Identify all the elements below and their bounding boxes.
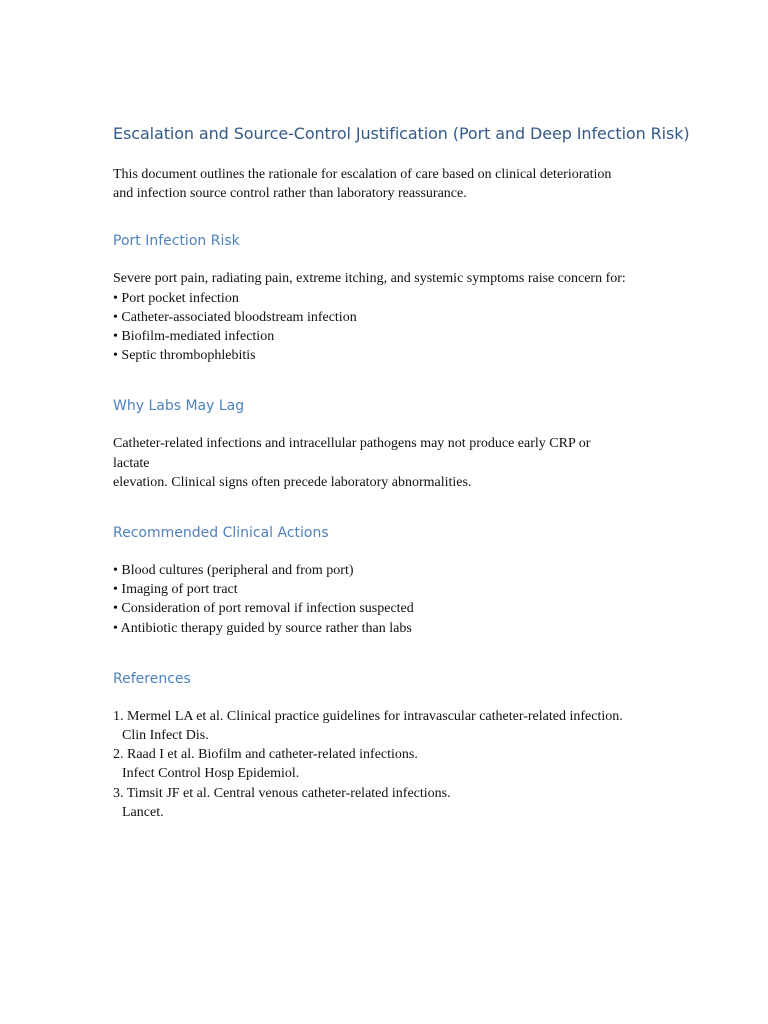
paragraph-line: elevation. Clinical signs often precede laboratory abnormalities. (113, 474, 472, 490)
reference-item (113, 745, 673, 783)
reference-item (113, 707, 673, 745)
paragraph-line: lactate (113, 455, 150, 471)
references-list (113, 707, 673, 822)
actions-list (113, 561, 673, 638)
bullet-item: • Imaging of port tract (113, 582, 238, 598)
bullet-item: • Catheter-associated bloodstream infection (113, 309, 357, 325)
section-references (113, 671, 673, 822)
section-recommended-clinical-actions (113, 525, 673, 638)
bullet-item: • Consideration of port removal if infection suspected (113, 601, 414, 617)
document-body (113, 124, 690, 855)
reference-citation: 3. Timsit JF et al. Central venous catheter-related infections. (113, 785, 451, 801)
reference-item (113, 784, 673, 822)
labs-lag-paragraph (113, 434, 673, 492)
paragraph-line: Severe port pain, radiating pain, extreme itching, and systemic symptoms raise concern for: (113, 271, 626, 287)
bullet-item: • Septic thrombophlebitis (113, 348, 256, 364)
section-port-infection-risk (113, 233, 673, 365)
paragraph-line: Catheter-related infections and intracellular pathogens may not produce early CRP or (113, 436, 591, 452)
reference-citation: 2. Raad I et al. Biofilm and catheter-related infections. (113, 747, 418, 763)
document-title: Escalation and Source-Control Justification (Port and Deep Infection Risk) (113, 124, 690, 143)
reference-journal: Infect Control Hosp Epidemiol. (122, 766, 300, 782)
intro-line: This document outlines the rationale for escalation of care based on clinical deterioration (113, 167, 612, 182)
section-heading: Why Labs May Lag (113, 398, 245, 415)
section-heading: Recommended Clinical Actions (113, 525, 329, 542)
bullet-item: • Biofilm-mediated infection (113, 329, 275, 345)
bullet-item: • Blood cultures (peripheral and from port) (113, 563, 354, 579)
bullet-item: • Port pocket infection (113, 290, 239, 306)
reference-citation: 1. Mermel LA et al. Clinical practice guidelines for intravascular catheter-related infection. (113, 708, 623, 724)
section-heading: References (113, 670, 191, 687)
reference-journal: Lancet. (122, 804, 164, 820)
bullet-item: • Antibiotic therapy guided by source rather than labs (113, 620, 412, 636)
port-risk-paragraph (113, 269, 673, 365)
intro-paragraph (113, 165, 673, 203)
section-heading: Port Infection Risk (113, 233, 240, 250)
section-why-labs-may-lag (113, 398, 673, 492)
intro-line: and infection source control rather than laboratory reassurance. (113, 186, 467, 202)
reference-journal: Clin Infect Dis. (122, 728, 209, 744)
